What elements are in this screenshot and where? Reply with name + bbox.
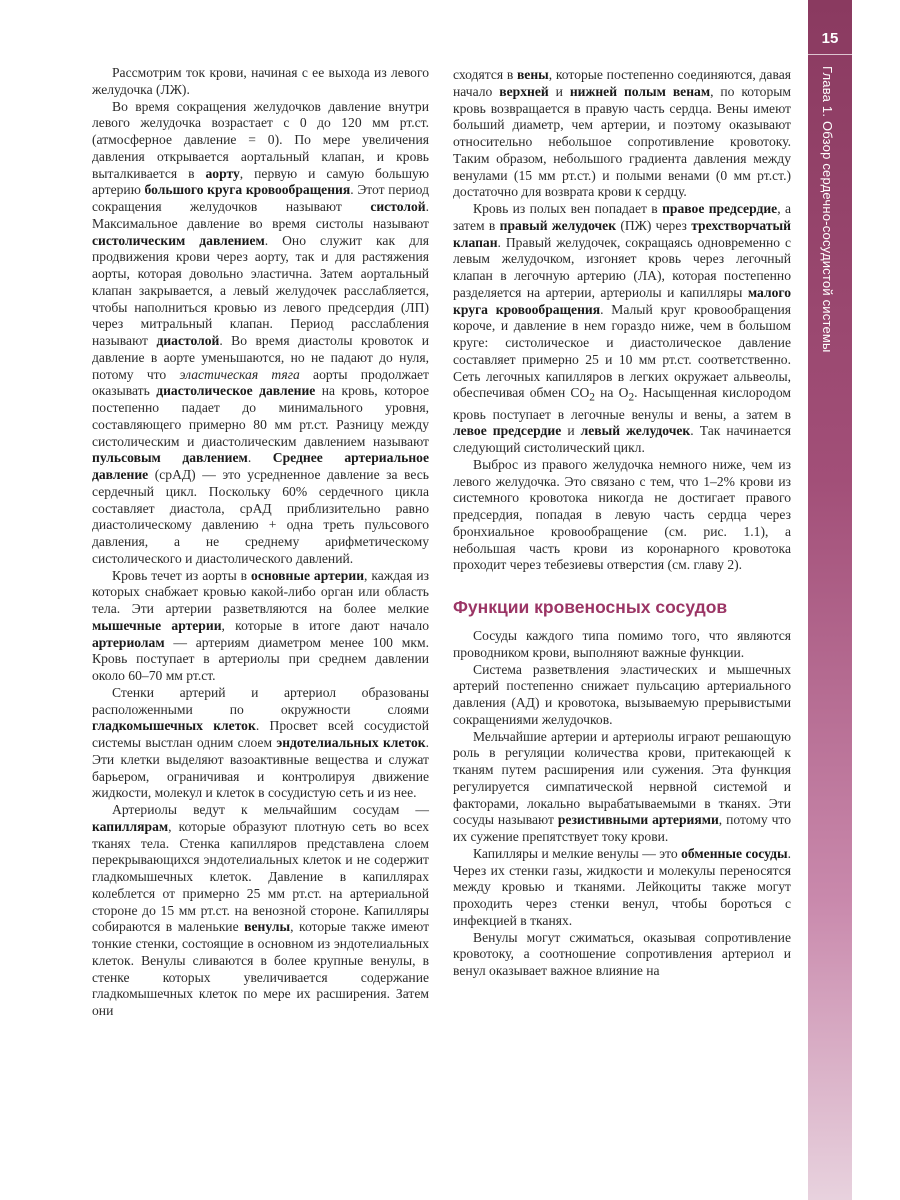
page-margin — [852, 0, 900, 1200]
chapter-side-tab — [808, 0, 852, 1200]
term: гладкомышечных клеток — [92, 718, 256, 734]
subscript: 2 — [589, 391, 595, 404]
term: артериолам — [92, 634, 165, 650]
term: правый желудочек — [499, 217, 617, 233]
paragraph: Во время сокращения желудочков давление внутри левого желудочка возрастает с 0 до 120 мм рт.ст. (атмосферное давление = 0). По мере увеличения давления открывается аортальный клапан, и кровь выталкивается в аорту, первую и самую большую артерию большого круга кровообращения. Этот период сокращения желудочков называют систолой. Максимальное давление во время систолы называют систолическим давлением. Оно служит как для продвижения крови через аорту, так и для растяжения аорты, которая довольно эластична. Затем аортальный клапан закрывается, а левый желудочек расслабляется, чтобы наполниться кровью из левого предсердия (ЛП) через митральный клапан. Период расслабления называют диастолой. Во время диастолы кровоток и давление в аорте уменьшаются, но не падают до нуля, потому что эластическая тяга аорты продолжает оказывать диастолическое давление на кровь, которое постепенно падает до минимального уровня, составляющего примерно 80 мм рт.ст. Разницу между систолическим и диастолическим давлением называют пульсовым давлением. Среднее артериальное давление (срАД) — это усредненное давление за весь сердечный цикл. Поскольку 60% сердечного цикла составляет диастола, срАД приблизительно равно диастолическому давлению + одна треть пульсового давления, а не среднему арифметическому систолического и диастолического давлений. — [92, 98, 429, 566]
left-column — [92, 65, 429, 1020]
term: капиллярам — [92, 818, 169, 834]
term: основные артерии — [251, 567, 365, 583]
term: систолическим давлением — [92, 232, 265, 248]
divider — [808, 54, 852, 55]
term: эндотелиальных клеток — [276, 735, 426, 750]
section-heading: Функции кровеносных сосудов — [453, 597, 728, 618]
term: обменные сосуды — [681, 845, 788, 861]
term: трехстворчатый клапан — [453, 217, 792, 250]
page-number: 15 — [821, 30, 839, 47]
term: малого круга кровообращения — [453, 284, 791, 317]
paragraph: Капилляры и мелкие венулы — это обменные сосуды. Через их стенки газы, жидкости и молекулы переносятся между кровью и тканями. Лейкоциты также могут проходить через стенки венул, чтобы бороться с инфекцией в тканях. — [453, 845, 791, 928]
term: нижней полым венам — [569, 83, 711, 99]
paragraph: Рассмотрим ток крови, начиная с ее выхода из левого желудочка (ЛЖ). — [92, 65, 429, 97]
paragraph: Венулы могут сжиматься, оказывая сопротивление кровотоку, а соотношение сопротивления артериол и венул оказывает важное влияние на — [453, 929, 791, 979]
term: венулы — [244, 919, 291, 935]
term: пульсовым давлением — [92, 450, 248, 466]
paragraph: Выброс из правого желудочка немного ниже, чем из левого желудочка. Это связано с тем, что 1–2% крови из системного кровотока никогда не достигает правого предсердия, попадая в левую часть сердца через бронхиальное кровообращение (см. рис. 1.1), а небольшая часть крови из коронарного кровотока проходит через тебезиевы отверстия (см. главу 2). — [453, 456, 791, 573]
paragraph: Мельчайшие артерии и артериолы играют решающую роль в регуляции количества крови, притекающей к тканям путем расширения или сужения. Эта функция регулируется симпатической нервной системой и факторами, локально вырабатываемыми в тканях. Эти сосуды называют резистивными артериями, потому что их сужение препятствует току крови. — [453, 728, 792, 845]
paragraph: Кровь из полых вен попадает в правое предсердие, а затем в правый желудочек (ПЖ) через трехстворчатый клапан. Правый желудочек, сокращаясь одновременно с левым желудочком, изгоняет кровь через легочный клапан в легочную артерию (ЛА), которая постепенно разделяется на артерии, артериолы и капилляры малого круга кровообращения. Малый круг кровообращения короче, и давление в нем гораздо ниже, чем в большом круге: систолическое и диастолическое давление составляет примерно 25 и 10 мм рт.ст. соответственно. Сеть легочных капилляров в легких окружает альвеолы, обеспечивая обмен $CO_2$ на $O_2$. Насыщенная кислородом кровь поступает в легочные венулы и вены, а затем в левое предсердие и левый желудочек. Так начинается следующий систолический цикл. — [453, 201, 792, 456]
paragraph: Сосуды каждого типа помимо того, что являются проводником крови, выполняют важные функции. — [453, 628, 791, 660]
right-column — [453, 67, 791, 980]
chapter-title: Глава 1. Обзор сердечно-сосудистой системы — [820, 66, 835, 353]
paragraph: Стенки артерий и артериол образованы расположенными по окружности слоями гладкомышечных клеток. Просвет всей сосудистой системы выстлан одним слоем эндотелиальных клеток. Эти клетки выделяют вазоактивные вещества и служат барьером, ограничивая и контролируя движение жидкости, молекул и клеток в сосудистую сеть и из нее. — [92, 684, 429, 801]
term: Среднее артериальное давление — [92, 450, 429, 482]
subscript: 2 — [628, 391, 635, 404]
term: вены — [516, 67, 549, 82]
term: верхней — [499, 83, 549, 99]
paragraph: Артериолы ведут к мельчайшим сосудам — капиллярам, которые образуют плотную сеть во всех тканях тела. Стенка капилляров представлена слоем перекрывающихся эндотелиальных клеток и не содержит гладкомышечных клеток. Давление в капиллярах колеблется от примерно 25 мм рт.ст. на артериальной стороне до 15 мм рт.ст. на венозной стороне. Капилляры собираются в маленькие венулы, которые также имеют тонкие стенки, состоящие в основном из эндотелиальных клеток. Венулы сливаются в более крупные венулы, в стенке которых увеличивается содержание гладкомышечных клеток по мере их расширения. Затем они — [92, 802, 430, 1018]
term: резистивными артериями — [557, 812, 719, 828]
term: левое предсердие — [453, 423, 562, 439]
paragraph: сходятся в вены, которые постепенно соединяются, давая начало верхней и нижней полым венам, по которым кровь возвращается в правую часть сердца. Вены имеют больший диаметр, чем артерии, и поэтому оказывают относительно небольшое сопротивление кровотоку. Таким образом, небольшого градиента давления между венулами (15 мм рт.ст.) и полыми венами (0 мм рт.ст.) достаточно для возврата крови к сердцу. — [453, 67, 792, 200]
emphasis: эластическая тяга — [179, 366, 300, 382]
term: аорту — [205, 165, 240, 181]
paragraph: Система разветвления эластических и мышечных артерий постепенно снижает пульсацию артериального давления (АД) и кровотока, вызываемую прерывистыми сокращениями желудочков. — [453, 661, 791, 727]
term: мышечные артерии — [92, 617, 222, 633]
term: левый желудочек — [580, 423, 691, 439]
term: большого круга кровообращения — [144, 182, 351, 198]
term: диастолическое давление — [156, 383, 316, 399]
paragraph: Кровь течет из аорты в основные артерии, каждая из которых снабжает кровью какой-либо орган или область тела. Эти артерии разветвляются на более мелкие мышечные артерии, которые в итоге дают начало артериолам — артериям диаметром менее 100 мкм. Кровь поступает в артериолы при среднем давлении около 60–70 мм рт.ст. — [92, 567, 429, 683]
term: систолой — [370, 199, 426, 214]
term: диастолой — [156, 333, 220, 348]
term: правое предсердие — [662, 201, 778, 216]
